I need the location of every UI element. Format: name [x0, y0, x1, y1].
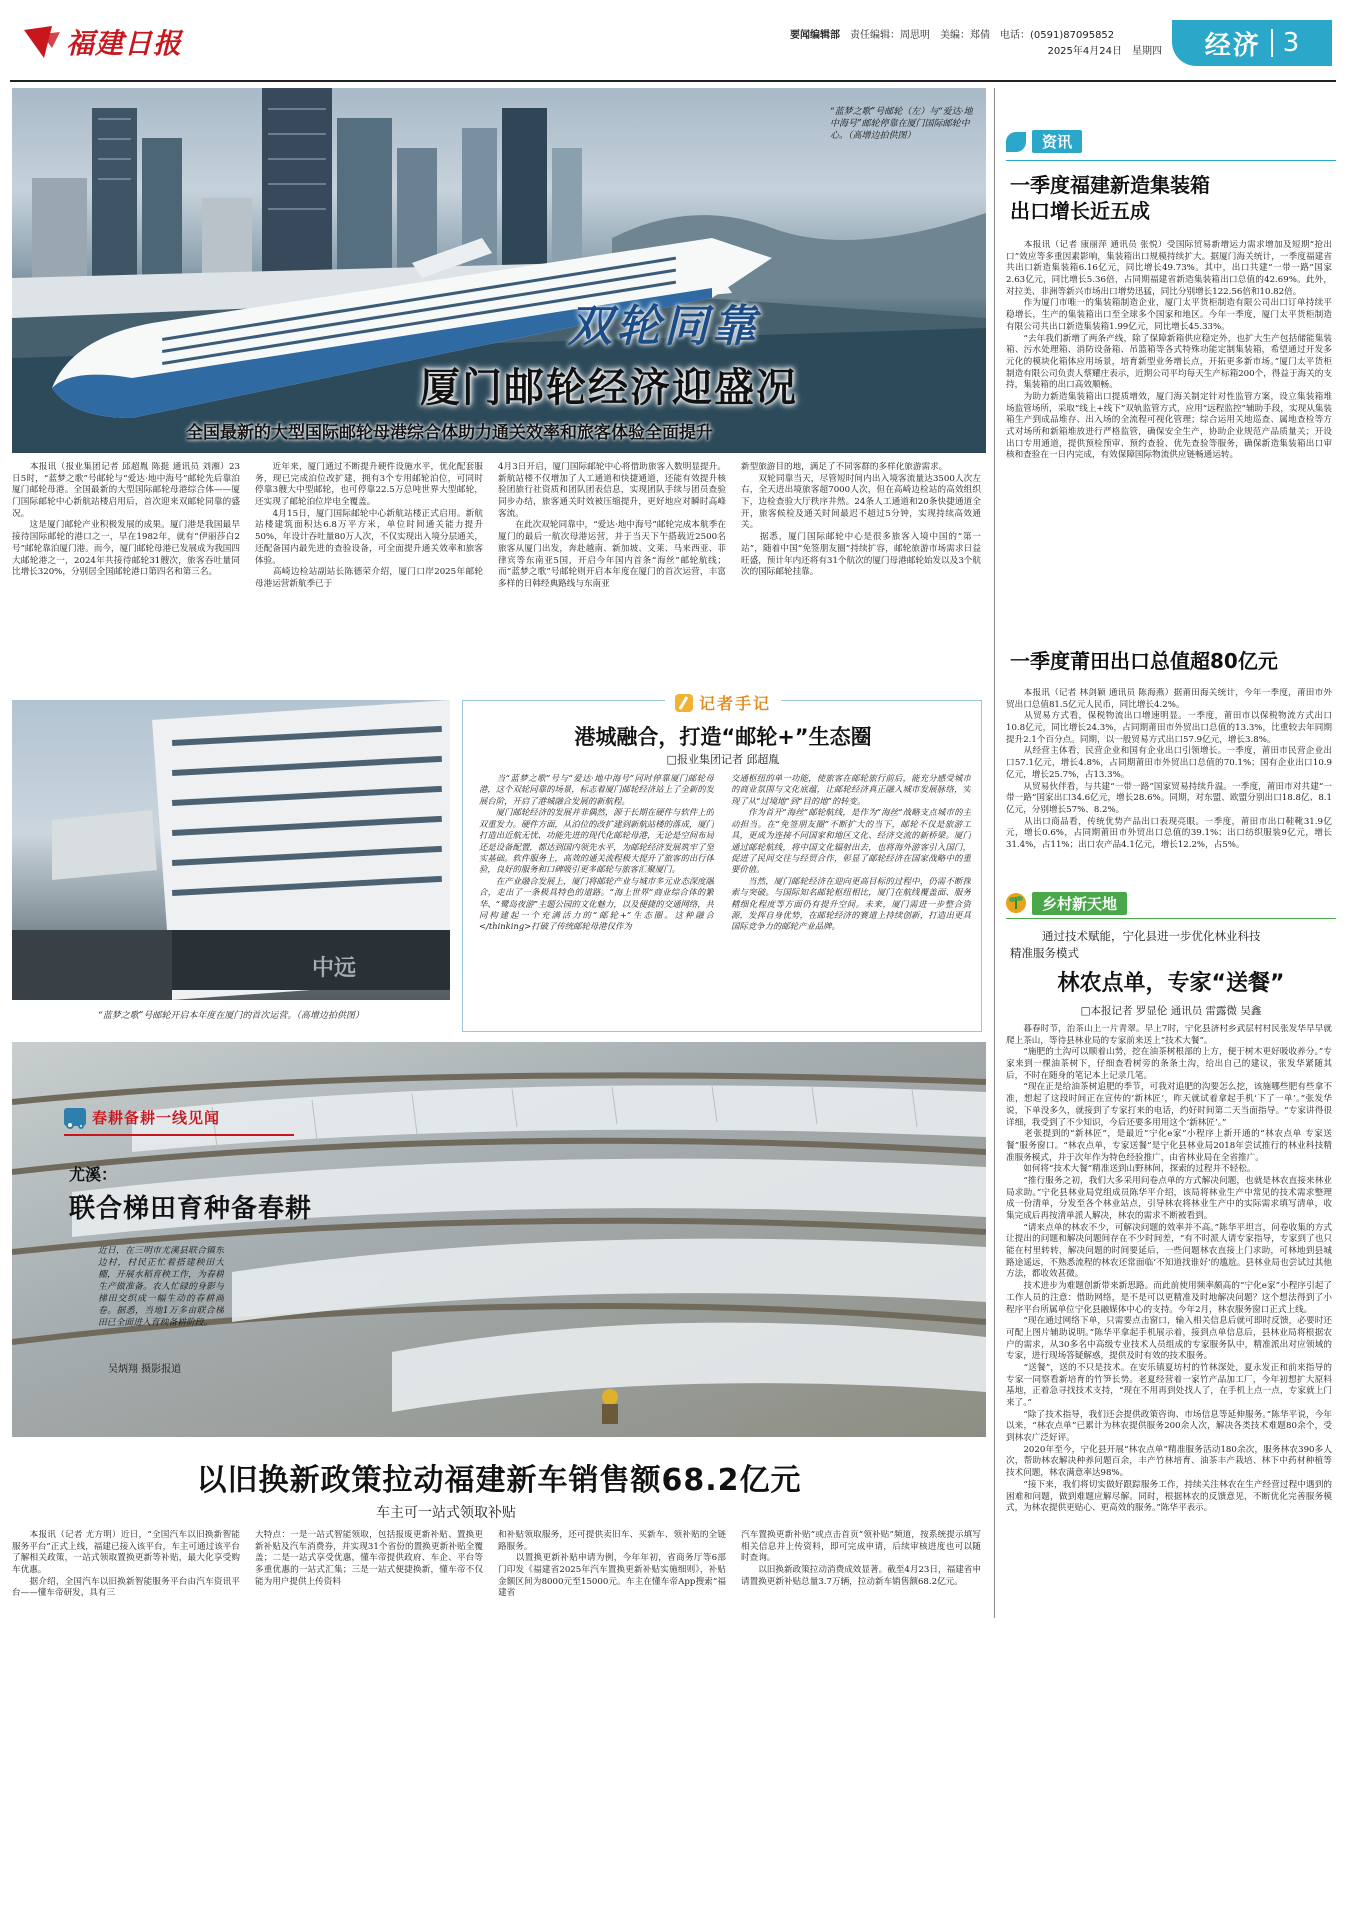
section-tab: [1172, 20, 1332, 66]
page-number: 3: [1282, 28, 1300, 58]
leaf-icon: [1006, 132, 1026, 152]
logo-text: 福建日报: [66, 27, 183, 60]
commentary-title: 港城融合，打造“邮轮+”生态圈: [574, 725, 872, 749]
svg-text:中远: 中远: [312, 956, 357, 981]
spring-credit: 吴炳翔 摄影报道: [108, 1364, 182, 1375]
pen-icon: [675, 694, 693, 712]
lead-col-1: 本报讯（报业集团记者 邱超胤 陈挺 通讯员 刘湘）23日5时，“蓝梦之歌”号邮轮与“爱达·地中海号”邮轮先后靠泊厦门邮轮母港。全国最新的大型国际邮轮母港综合体——厦门国际邮轮中心新航站楼启用后，首次迎来双邮轮同靠的盛况。 这是厦门邮轮产业积极发展的成果。厦门港是我国最早接待国际邮轮的港口之一，早在1982年，就有“伊丽莎白2号”邮轮靠泊厦门港。而今，厦门邮轮母港已发展成为我国四大邮轮港之一，2024年共接待邮轮31艘次，旅客吞吐量同比增长320%，分别居全国邮轮港口第四名和第三名。: [12, 462, 240, 578]
commentary-col-2: 交通枢纽的单一功能，使旅客在邮轮旅行前后，能充分感受城市的商业氛围与文化底蕴，让邮轮经济真正融入城市发展脉络，实现了从“过境地”到“目的地”的转变。 作为首开“海丝”邮轮航线，是作为“海丝”战略支点城市的主动担当。在“免签朋友圈”不断扩大的当下，邮轮不仅是旅游工具，更成为连接不同国家和地区文化、经济交流的新桥梁。厦门通过邮轮航线，将中国文化辐射出去，也将海外游客引入国门，促进了民间交往与经贸合作，彰显了邮轮经济在国家战略中的重要价值。 当然，厦门邮轮经济在迎向更高目标的过程中，仍需不断探索与突破。与国际知名邮轮枢纽相比，厦门在航线覆盖面、服务精细化程度等方面仍有提升空间。未来，厦门需进一步整合资源，发挥自身优势，在邮轮经济的赛道上持续创新，打造出更具国际竞争力的邮轮产业品牌。: [731, 773, 971, 932]
terrace-greenhouse-illustration: [12, 1042, 986, 1437]
spring-kicker: 尤溪：: [69, 1165, 118, 1184]
forest-byline: □本报记者 罗显伦 通讯员 雷露微 吴鑫: [1080, 1005, 1262, 1017]
news-label-rule: [1006, 160, 1336, 161]
sprout-icon: [1006, 893, 1026, 913]
commentary-byline: □报业集团记者 邱超胤: [666, 753, 780, 766]
car-col-2: 大特点：一是一站式智能领取，包括报废更新补贴、置换更新补贴及汽车消费券，并实现31个省份的置换更新补贴全覆盖；二是一站式享受优惠，懂车帝提供政府、车企、平台等多重优惠的一站式汇集；三是一站式便捷换新，懂车帝不仅能为用户提供上传资料: [255, 1530, 483, 1587]
side-photo: [12, 700, 450, 1032]
lead-col-4: 新型旅游目的地，满足了不同客群的多样化旅游需求。 双轮同靠当天，尽管短时间内出入境客流量达3500人次左右，全天进出境旅客超7000人次，但在高崎边检站的高效组织下，边检查验大厅秩序井然。24条人工通道和20条快捷通道全开，旅客候检及通关时间最迟不超过5分钟，实现持续高效通关。 据悉，厦门国际邮轮中心是很多旅客入境中国的“第一站”，随着中国“免签朋友圈”持续扩容，邮轮旅游市场需求日益旺盛，预计年内还将有31个航次的厦门母港邮轮始发以及3个航次的国际邮轮挂靠。: [741, 462, 981, 578]
spring-text: 近日，在三明市尤溪县联合镇东边村，村民正忙着搭建秧田大棚，开展水稻育秧工作，为春耕生产做准备。农人忙碌的身影与梯田交织成一幅生动的春耕画卷。据悉，当地1万多亩联合梯田已全面进入育秧备耕阶段。: [98, 1246, 224, 1328]
car-subtitle: 车主可一站式领取补贴: [376, 1505, 516, 1521]
section-name: 经济: [1204, 30, 1261, 61]
commentary-label: 记者手记: [463, 691, 983, 714]
spring-title: 联合梯田育种备春耕: [69, 1194, 313, 1224]
tractor-icon: [64, 1108, 86, 1126]
lead-col-3: 4月3日开启，厦门国际邮轮中心将借助旅客入数明显提升。新航站楼不仅增加了人工通道和快捷通道，还能有效提升核验团旅行社资质和团队团表信息，实现团队手续与团员查验同步办结，旅客通关时效被压缩提升，更好地应对瞬时高峰客流。 在此次双轮同靠中，“爱达·地中海号”邮轮完成本航季在厦门的最后一航次母港运营，并于当天下午搭载近2500名旅客从厦门出发，奔赴越南、新加坡、文莱、马来西亚、菲律宾等东南亚5国，开启今年国内首条“海丝”邮轮航线；而“蓝梦之歌”号邮轮则开启本年度在厦门的首次运营，丰富多样的日韩经典路线与东南亚: [498, 462, 726, 589]
spring-label-rule: [64, 1134, 294, 1136]
car-col-4: 汽车置换更新补贴”或点击首页“领补贴”频道，按系统提示填写相关信息并上传资料，即可完成申请，后续审核进度也可以随时查询。 以旧换新政策拉动消费成效显著。截至4月23日，福建省申请置换更新补贴总量3.7万辆，拉动新车销售额68.2亿元。: [741, 1530, 981, 1587]
forest-body: 暮春时节，治茶山上一片青翠。早上7时，宁化县济村乡武层村村民张发华早早就爬上茶山，等待县林业局的专家前来送上“技术大餐”。 “施肥的土沟可以顺着山势，挖在油茶树根部的上方，便于树木更好吸收养分。”专家来到一棵油茶树下，仔细查看树旁的条条土沟，给出自己的建议，张发华紧随其后，不时在随身的笔记本上记录几笔。 “现在正是给油茶树追肥的季节，可我对追肥的沟要怎么挖，该施哪些肥有些拿不准，想起了这段时间正在宣传的‘新林匠’，昨天就试着拿起手机‘下了一单’。”张发华说，下单没多久，就接到了专家打来的电话，约好时间第二天当面指导。“专家讲得很详细，我受到了不少知识，今后还要多用用这个‘新林匠’。” 老张提到的“新林匠”，是最近“宁化e家”小程序上新开通的“林农点单 专家送餐”服务窗口。“林农点单，专家送餐”是宁化县林业局2018年尝试推行的林业科技精准服务模式，并于次年作为特色经验推广，由省林业局在全省推广。 如何将“技术大餐”精准送到山野林间，探索的过程并不轻松。 “推行服务之初，我们大多采用问卷点单的方式解决问题，也就是林农直接来林业局求助。”宁化县林业局党组成员陈华平介绍，该局将林业生产中常见的技术需求整理成一份清单，分发至各个林业站点，引导林农将林业生产中的实际需求填写清单，收集完成后再按清单派人解决，林农的需求不断被看到。 “请来点单的林农不少，可解决问题的效率并不高。”陈华平坦言，问卷收集的方式让提出的问题和解决问题间存在不少时间差，“有不时派人请专家指导，专家到了也只能在村里转转，解决问题的时间要延后，一些问题林农直接上门求助，可林地到县城路途遥远，不熟悉流程的林农还常面临‘不知道找谁好’的尴尬。县林业局也尝试过其他方法，都收效甚微。 技术进步为难题创新带来新思路。而此前使用频率颇高的“宁化e家”小程序引起了工作人员的注意：借助网络，是不是可以更精准及时地解决问题？这个想法得到了小程序平台所属单位宁化县融媒体中心的支持。今年2月，林农服务窗口正式上线。 “现在通过网络下单，只需要点击窗口，输入相关信息后就可即时反馈，必要时还可配上图片辅助说明。”陈华平拿起手机展示着，接到点单信息后，县林业局将根据农户的需求，从30多名中高级专业技术人员组成的专家服务队中，精准派出对应领域的专家，进行现场答疑解惑，提供及时有效的技术服务。 “送餐”，送的不只是技术。在安乐镇夏坊村的竹林深处，夏永发正和前来指导的专家一同察看新培育的竹笋长势。老夏经营着一家竹产品加工厂，今年初想扩大原料基地，正着急寻找技术支持，“现在不用再到处找人了，在手机上点一点，专家就上门来了。” “除了技术指导，我们还会提供政策咨询、市场信息等延伸服务。”陈华平说，今年以来，“林农点单”已累计为林农提供服务200余人次，解决各类技术难题80余个，受到林农广泛好评。 2020年至今，宁化县开展“林农点单”精准服务活动180余次，服务林农390多人次，帮助林农解决种养问题百余，丰产竹林培育、油茶丰产栽培、林下中药材种植等技术问题，林农满意率达98%。 “接下来，我们将切实做好跟踪服务工作，持续关注林农在生产经营过程中遇到的困难和问题，做到难题应解尽解。同时，根据林农的反馈意见，不断优化完善服务模式，为林农提供更贴心、更高效的服务。”陈华平表示。: [1006, 1024, 1332, 1514]
masthead-rule: [10, 80, 1336, 82]
ship-closeup-illustration: [12, 700, 450, 1000]
editors-line: 责任编辑：周思明 美编：郑倩 电话：(0591)87095852: [850, 30, 1115, 41]
lead-subtitle: 全国最新的大型国际邮轮母港综合体助力通关效率和旅客体验全面提升: [186, 423, 713, 443]
forest-title: 林农点单，专家“送餐”: [1057, 971, 1285, 996]
news-label: 资讯: [1006, 130, 1336, 156]
lead-col-2: 近年来，厦门通过不断提升硬件设施水平，优化配套服务，现已完成泊位改扩建，拥有3个专用邮轮泊位，可同时停靠3艘大中型邮轮，也可停靠22.5万总吨世界大型邮轮，还实现了邮轮泊位岸电全覆盖。 4月15日，厦门国际邮轮中心新航站楼正式启用。新航站楼建筑面积达6.8万平方米，单位时间通关能力提升50%，年设计吞吐量80万人次，不仅实现出入境分层通关，还配备国内最先进的查验设备，可全面提升通关效率和旅客体验。 高崎边检站副站长陈德荣介绍，厦门口岸2025年邮轮母港运营新航季已于: [255, 462, 483, 589]
car-col-3: 和补贴领取服务，还可提供卖旧车、买新车、领补贴的全链路服务。 以置换更新补贴申请为例，今年年初，省商务厅等6部门印发《福建省2025年汽车置换更新补贴实施细则》，补贴金额区间为8000元至15000元。车主在懂车帝App搜索“福建省: [498, 1530, 726, 1599]
lead-photo: [12, 88, 986, 453]
forest-label: 乡村新天地: [1006, 890, 1336, 916]
commentary-col-1: 当“蓝梦之歌”号与“爱达·地中海号”同时停靠厦门邮轮母港，这个双轮同靠的场景，标志着厦门邮轮经济站上了全新的发展台阶，开启了港城融合发展的新航程。 厦门邮轮经济的发展并非偶然，源于长期在硬件与软件上的双重发力。硬件方面，从泊位的改扩建到新航站楼的落成，厦门打造出近航无忧、功能先进的现代化邮轮母港，无论是空间布局还是设备配置，都达到国内领先水平，为邮轮经济发展筑牢了坚实基础。软件服务上，高效的通关流程极大提升了旅客的出行体验，良好的服务和口碑吸引更多邮轮与旅客汇聚厦门。 在产业融合发展上，厦门将邮轮产业与城市多元业态深度融合，走出了一条极具特色的道路。“海上世界”商业综合体的繁华、“鹭岛夜游”主题公园的文化魅力，以及便捷的交通网络，共同构建起一个充满活力的“邮轮+”生态圈。这种融合</thinking>打破了传统邮轮母港仅作为: [479, 773, 714, 932]
issue-date: 2025年4月24日 星期四: [1047, 46, 1162, 57]
car-title: 以旧换新政策拉动福建新车销售额68.2亿元: [196, 1463, 802, 1498]
side-photo-caption: “蓝梦之歌”号邮轮开启本年度在厦门的首次运营。（高增边拍供图）: [12, 1000, 450, 1032]
spring-photo: [12, 1042, 986, 1437]
masthead-info: [790, 28, 1170, 60]
news-item2-title: 一季度莆田出口总值超80亿元: [1010, 649, 1278, 673]
car-col-1: 本报讯（记者 尤方明）近日，“全国汽车以旧换新智能服务平台”正式上线，福建已接入该平台，车主可通过该平台了解相关政策，一站式领取置换更新等补贴，最大化享受购车优惠。 据介绍，全国汽车以旧换新智能服务平台由汽车资讯平台——懂车帝研发，具有三: [12, 1530, 240, 1599]
logo: [22, 22, 182, 62]
logo-flag-icon: [22, 24, 62, 60]
right-column-divider: [994, 88, 995, 1618]
lead-slogan: 双轮同靠: [568, 301, 760, 352]
lead-title: 厦门邮轮经济迎盛况: [420, 365, 798, 411]
forest-label-rule: [1006, 918, 1336, 919]
dept-label: 要闻编辑部: [790, 30, 840, 41]
commentary-box: [462, 694, 982, 1032]
news-item1-body: 本报讯（记者 康丽萍 通讯员 张悦）受国际贸易新增运力需求增加及短期“抢出口”效应等多重因素影响，集装箱出口规模持续扩大。据厦门海关统计，一季度福建省共出口新造集装箱6.16亿元，同比增长49.73%。其中，出口共建“一带一路”国家2.63亿元，同比增长5.36倍，占同期福建省新造集装箱出口总值的42.69%。此外，对拉美、非洲等新兴市场出口增势迅猛，同比分别增长122.56倍和10.82倍。 作为厦门市唯一的集装箱制造企业，厦门太平货柜制造有限公司出口订单持续平稳增长，生产的集装箱出口至全球多个国家和地区。今年一季度，厦门太平货柜制造有限公司共出口新造集装箱1.99亿元，同比增长45.33%。 “去年我们新增了两条产线，除了保障新箱供应稳定外，也扩大生产包括储能集装箱、污水处理箱、消防设备箱、吊篮箱等各式特殊功能定制集装箱，希望通过开发多元化的模块化箱体应用场景，培育新型业务增长点，开拓更多新市场。”厦门太平货柜制造有限公司负责人蔡耀庄表示，近期公司平均每天生产标箱200个，得益于海关的支持，集装箱的出口高效顺畅。 为助力新造集装箱出口提质增效，厦门海关制定针对性监管方案，设立集装箱堆场监管场所，采取“线上+线下”双轨监管方式，应用“远程监控”辅助手段，实现从集装箱生产到成品堆存、出入场的全流程可视化管理；综合运用关地巡查、属地查检等方式对场所和新箱堆放进行严格监管，确保安全生产，协助企业规范产品质量关；开设出口专用通道，提供预检预审、预约查验、优先查验等服务，确保新造集装箱出口审核和查验在一日内完成，有效保障国际物流供应链畅通运转。: [1006, 240, 1332, 461]
news-item1-title: 一季度福建新造集装箱 出口增长近五成: [1010, 173, 1210, 223]
news-item2-body: 本报讯（记者 林剑颖 通讯员 陈海燕）据莆田海关统计，今年一季度，莆田市外贸出口总值81.5亿元人民币，同比增长4.2%。 从贸易方式看，保税物流出口增速明显。一季度，莆田市以保税物流方式出口10.8亿元，同比增长24.3%，占同期莆田市外贸出口总值的13.3%，比重较去年同期提升2.1个百分点。同期，以一般贸易方式出口57.9亿元，增长3.8%。 从经营主体看，民营企业和国有企业出口引领增长。一季度，莆田市民营企业出口57.1亿元，增长4.8%，占同期莆田市外贸出口总值的70.1%；国有企业出口10.9亿元，增长25.7%，占13.3%。 从贸易伙伴看，与共建“一带一路”国家贸易持续升温。一季度，莆田市对共建“一带一路”国家出口34.6亿元，增长28.6%。同期，对东盟、欧盟分别出口18.8亿、8.1亿元，分别增长57%、8.2%。 从出口商品看，传统优势产品出口表现亮眼。一季度，莆田市出口鞋靴31.9亿元，增长0.6%，占同期莆田市外贸出口总值的39.1%；出口纺织服装9亿元，增长31.4%，占11%；出口农产品4.1亿元，增长12.2%，占5%。: [1006, 688, 1332, 850]
spring-label: 春耕备耕一线见闻: [64, 1105, 220, 1129]
lead-photo-caption: “蓝梦之歌”号邮轮（左）与“爱达·地中海号”邮轮停靠在厦门国际邮轮中心。（高增边拍供图）: [830, 107, 973, 142]
forest-kicker: 通过技术赋能，宁化县进一步优化林业科技 精准服务模式: [1010, 929, 1261, 960]
masthead: [0, 0, 1346, 82]
